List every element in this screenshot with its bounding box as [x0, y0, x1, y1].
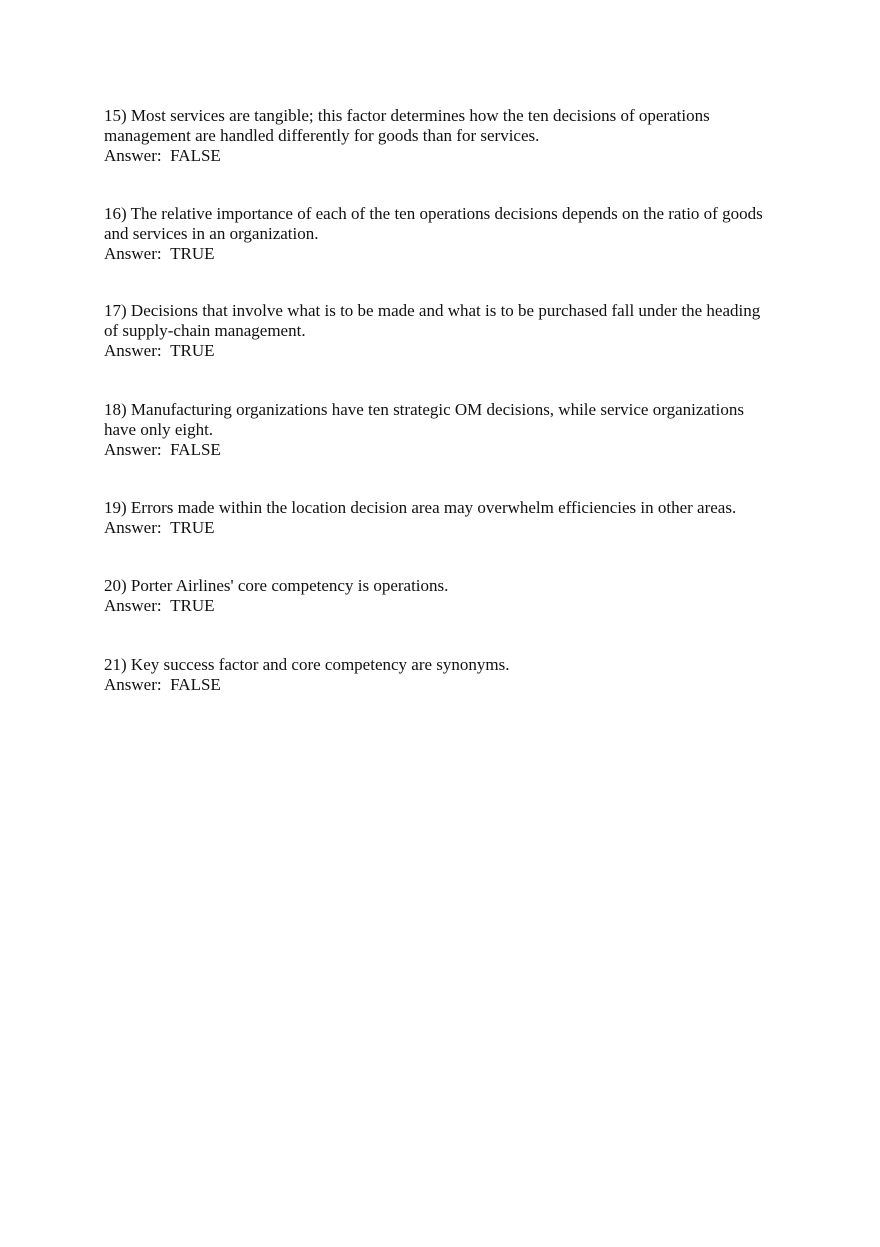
answer-label: Answer:: [104, 675, 162, 694]
answer-line: [104, 341, 794, 361]
question-19: [104, 498, 794, 538]
question-18: [104, 400, 794, 460]
question-text: 16) The relative importance of each of the ten operations decisions depends on the ratio of goods and services in an organization.: [104, 204, 763, 243]
answer-line: [104, 146, 794, 166]
question-text: 19) Errors made within the location decision area may overwhelm efficiencies in other areas.: [104, 498, 737, 517]
question-21: [104, 655, 794, 695]
question-text: 18) Manufacturing organizations have ten strategic OM decisions, while service organizations have only eight.: [104, 400, 744, 439]
answer-label: Answer:: [104, 440, 162, 459]
answer-label: Answer:: [104, 146, 162, 165]
question-20: [104, 576, 794, 616]
question-15: [104, 106, 794, 166]
answer-line: [104, 244, 794, 264]
question-text: 15) Most services are tangible; this factor determines how the ten decisions of operations management are handled differently for goods than for services.: [104, 106, 710, 145]
question-text: 21) Key success factor and core competency are synonyms.: [104, 655, 510, 674]
answer-label: Answer:: [104, 341, 162, 360]
answer-value: TRUE: [170, 244, 215, 263]
answer-line: [104, 675, 794, 695]
question-16: [104, 204, 794, 264]
answer-line: [104, 518, 794, 538]
answer-line: [104, 596, 794, 616]
answer-line: [104, 440, 794, 460]
answer-value: FALSE: [170, 440, 221, 459]
answer-value: TRUE: [170, 596, 215, 615]
answer-value: TRUE: [170, 341, 215, 360]
document-page: [104, 106, 794, 695]
question-text: 17) Decisions that involve what is to be made and what is to be purchased fall under the heading of supply-chain management.: [104, 301, 761, 340]
answer-label: Answer:: [104, 596, 162, 615]
answer-value: TRUE: [170, 518, 215, 537]
answer-value: FALSE: [170, 675, 221, 694]
answer-label: Answer:: [104, 244, 162, 263]
answer-value: FALSE: [170, 146, 221, 165]
answer-label: Answer:: [104, 518, 162, 537]
question-text: 20) Porter Airlines' core competency is operations.: [104, 576, 449, 595]
question-17: [104, 301, 794, 361]
